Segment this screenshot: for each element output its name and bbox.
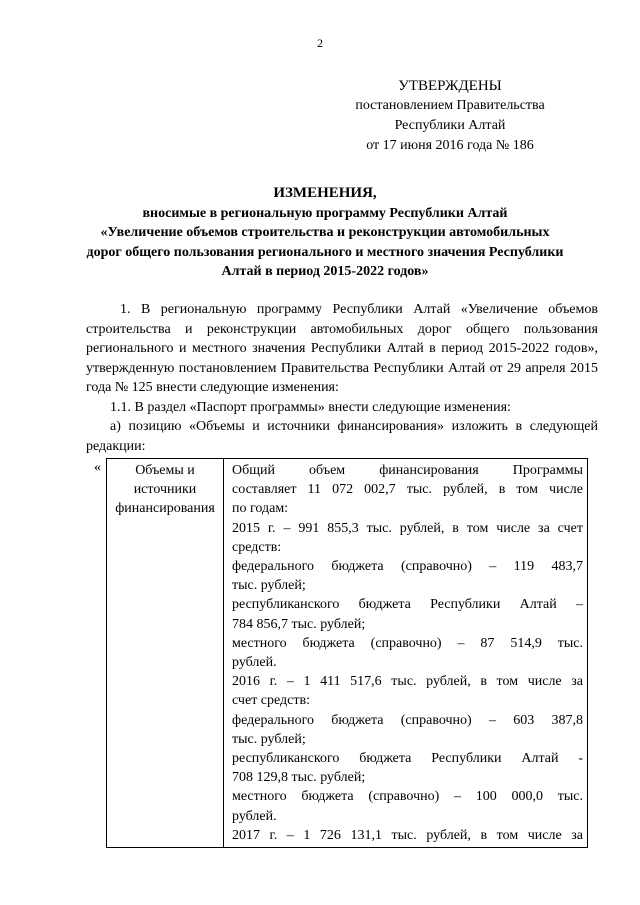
table-row <box>107 459 588 848</box>
financing-text-line: счет средств: <box>232 693 311 709</box>
paragraph-a: а) позицию «Объемы и источники финансирования» изложить в следующей редакции: <box>86 419 598 454</box>
financing-table-wrap <box>86 458 598 905</box>
financing-text-line: рублей. <box>232 808 277 824</box>
title-main: ИЗМЕНЕНИЯ, <box>273 185 377 201</box>
financing-text-line: 708 129,8 тыс. рублей; <box>232 770 366 786</box>
financing-text-line: средств: <box>232 539 282 555</box>
approval-line-2: Республики Алтай <box>394 118 506 133</box>
page-number: 2 <box>317 36 323 50</box>
financing-text-line: местного бюджета (справочно) – 87 514,9 тыс. <box>232 635 583 651</box>
document-title <box>85 184 565 282</box>
title-line-3: дорог общего пользования регионального и местного значения Республики <box>86 244 564 260</box>
financing-text-line: 2015 г. – 991 855,3 тыс. рублей, в том числе за счет <box>232 520 583 536</box>
approval-line-3: от 17 июня 2016 года № 186 <box>366 138 534 153</box>
approval-heading: УТВЕРЖДЕНЫ <box>398 78 502 94</box>
financing-text-line: тыс. рублей; <box>232 578 306 594</box>
financing-text-line: федерального бюджета (справочно) – 119 483,7 <box>232 559 583 575</box>
financing-value-cell <box>224 459 588 848</box>
financing-table <box>106 458 588 848</box>
financing-text-line: по годам: <box>232 501 289 517</box>
financing-text-line: рублей. <box>232 655 277 671</box>
financing-text-line: 2017 г. – 1 726 131,1 тыс. рублей, в том числе за <box>232 827 583 843</box>
financing-text-line: составляет 11 072 002,7 тыс. рублей, в том числе <box>232 482 583 498</box>
document-body <box>86 300 598 456</box>
financing-text-line: 2016 г. – 1 411 517,6 тыс. рублей, в том числе за <box>232 674 583 690</box>
financing-text-line: тыс. рублей; <box>232 731 306 747</box>
financing-text-line: федерального бюджета (справочно) – 603 387,8 <box>232 712 583 728</box>
financing-label-cell: Объемы и источники финансирования <box>107 459 224 848</box>
open-quote: « <box>94 460 101 475</box>
title-line-2: «Увеличение объемов строительства и реконструкции автомобильных <box>100 225 550 240</box>
paragraph-1: 1. В региональную программу Республики Алтай «Увеличение объемов строительства и реконструкции автомобильных дорог общего пользования регионального и местного значения Республики Алтай в период 2015-2022 годов», утвержденную постановлением Правительства Республики Алтай от 29 апреля 2015 года № 125 внести следующие изменения: <box>86 302 598 395</box>
paragraph-1-1: 1.1. В раздел «Паспорт программы» внести следующие изменения: <box>110 399 511 415</box>
financing-text-line: республиканского бюджета Республики Алтай – <box>232 597 583 613</box>
approval-line-1: постановлением Правительства <box>355 98 545 113</box>
financing-text-line: 784 856,7 тыс. рублей; <box>232 616 366 632</box>
title-line-4: Алтай в период 2015-2022 годов» <box>221 264 429 279</box>
financing-text-line: Общий объем финансирования Программы <box>232 463 583 478</box>
financing-text-line: республиканского бюджета Республики Алтай - <box>232 751 583 767</box>
approval-block <box>330 76 570 156</box>
financing-text-line: местного бюджета (справочно) – 100 000,0 тыс. <box>232 789 583 805</box>
title-line-1: вносимые в региональную программу Республики Алтай <box>142 205 508 221</box>
